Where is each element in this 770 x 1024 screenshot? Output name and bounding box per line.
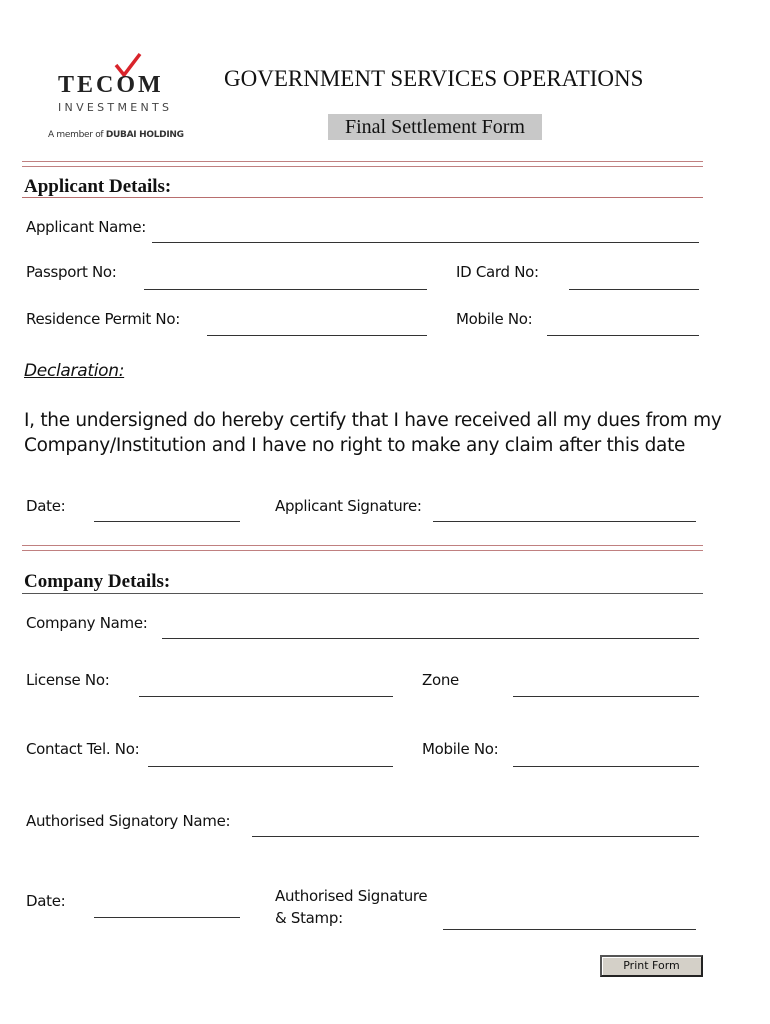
passport-field[interactable]: [144, 289, 427, 290]
company-date-field[interactable]: [94, 917, 240, 918]
zone-label: Zone: [422, 671, 459, 689]
contact-tel-label: Contact Tel. No:: [26, 740, 140, 758]
applicant-signature-label: Applicant Signature:: [275, 497, 422, 515]
mobile-field[interactable]: [547, 335, 699, 336]
company-name-label: Company Name:: [26, 614, 148, 632]
divider: [22, 593, 703, 594]
mobile-label: Mobile No:: [456, 310, 533, 328]
contact-tel-field[interactable]: [148, 766, 393, 767]
authorised-signature-label-1: Authorised Signature: [275, 887, 428, 905]
license-field[interactable]: [139, 696, 393, 697]
company-heading: Company Details:: [24, 571, 171, 592]
residence-permit-label: Residence Permit No:: [26, 310, 180, 328]
company-date-label: Date:: [26, 892, 66, 910]
zone-field[interactable]: [513, 696, 699, 697]
applicant-name-label: Applicant Name:: [26, 218, 147, 236]
id-card-field[interactable]: [569, 289, 699, 290]
declaration-line-1: I, the undersigned do hereby certify that I have received all my dues from my: [24, 410, 722, 431]
print-form-button[interactable]: Print Form: [600, 955, 703, 977]
signatory-name-field[interactable]: [252, 836, 699, 837]
form-title: Final Settlement Form: [328, 114, 542, 140]
declaration-line-2: Company/Institution and I have no right to make any claim after this date: [24, 435, 686, 456]
divider: [22, 197, 703, 198]
id-card-label: ID Card No:: [456, 263, 539, 281]
declaration-heading: Declaration:: [24, 361, 125, 381]
license-label: License No:: [26, 671, 110, 689]
logo-sub: INVESTMENTS: [58, 101, 173, 114]
applicant-name-field[interactable]: [152, 242, 699, 243]
date-field[interactable]: [94, 521, 240, 522]
member-name: DUBAI HOLDING: [105, 130, 184, 140]
date-label: Date:: [26, 497, 66, 515]
logo-brand: TECOM: [58, 72, 164, 98]
logo-member: [48, 130, 184, 140]
company-mobile-label: Mobile No:: [422, 740, 499, 758]
applicant-heading: Applicant Details:: [24, 176, 172, 197]
divider: [22, 161, 703, 167]
passport-label: Passport No:: [26, 263, 117, 281]
applicant-signature-field[interactable]: [433, 521, 696, 522]
company-name-field[interactable]: [162, 638, 699, 639]
divider: [22, 545, 703, 551]
page-title: GOVERNMENT SERVICES OPERATIONS: [224, 66, 644, 91]
company-mobile-field[interactable]: [513, 766, 699, 767]
member-prefix: A member of: [48, 130, 104, 140]
residence-permit-field[interactable]: [207, 335, 427, 336]
authorised-signature-label-2: & Stamp:: [275, 909, 343, 927]
tecom-logo: [40, 50, 190, 145]
signatory-name-label: Authorised Signatory Name:: [26, 812, 231, 830]
authorised-signature-field[interactable]: [443, 929, 696, 930]
